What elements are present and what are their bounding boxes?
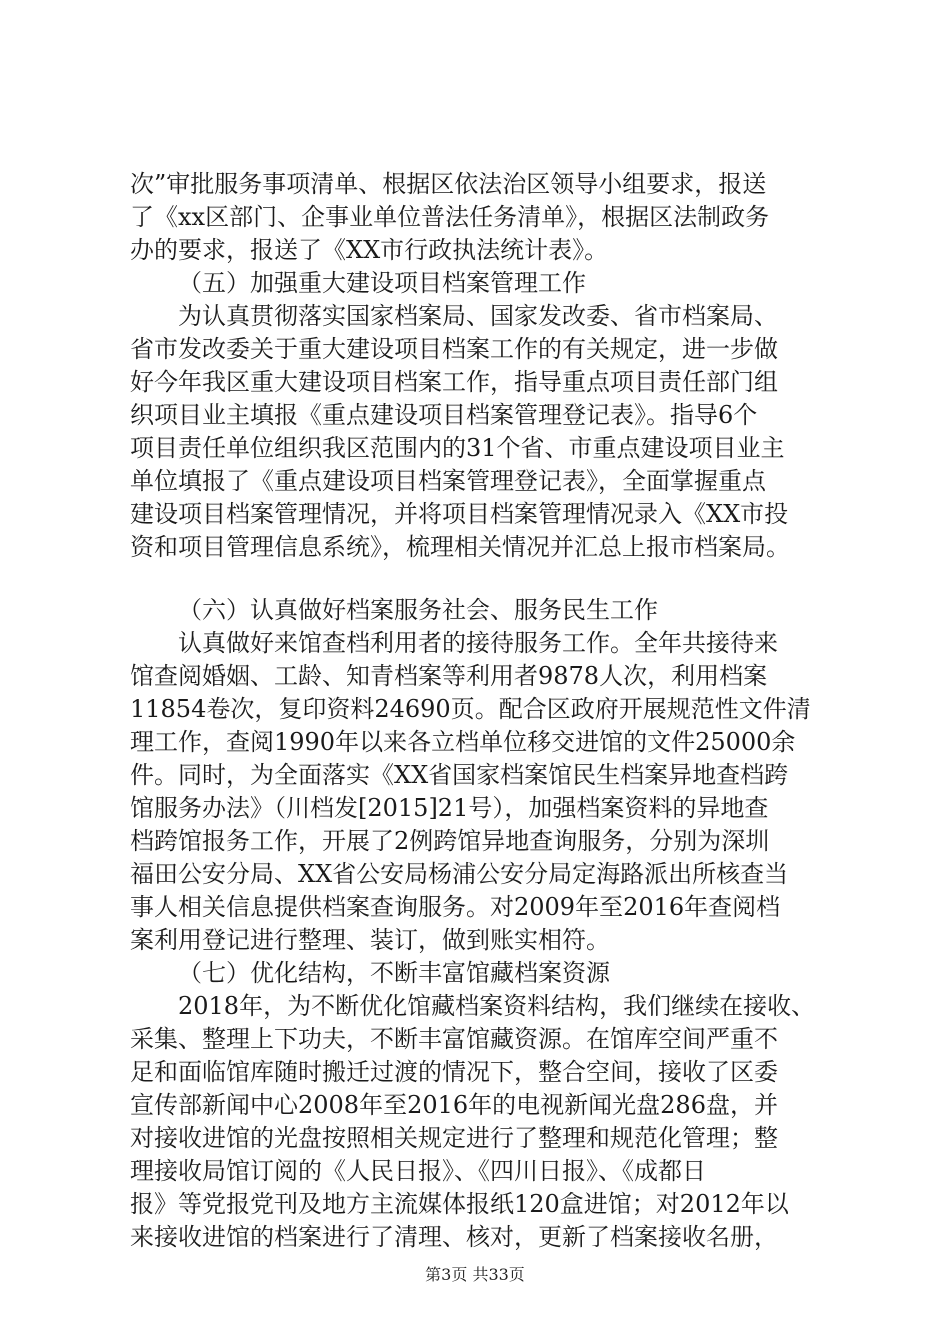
text-line: 资和项目管理信息系统》，梳理相关情况并汇总上报市档案局。 <box>130 533 790 561</box>
paragraph-first-line: 认真做好来馆查档利用者的接待服务工作。全年共接待来 <box>178 629 778 657</box>
text-line: 织项目业主填报《重点建设项目档案管理登记表》。指导6个 <box>130 401 758 429</box>
page-number-footer: 第3页 共33页 <box>425 1265 525 1284</box>
text-line: 来接收进馆的档案进行了清理、核对，更新了档案接收名册， <box>130 1223 778 1251</box>
text-line: 馆服务办法》（川档发[2015]21号），加强档案资料的异地查 <box>130 794 769 822</box>
text-line: 项目责任单位组织我区范围内的31个省、市重点建设项目业主 <box>130 434 785 462</box>
section-heading-7: （七）优化结构，不断丰富馆藏档案资源 <box>178 959 610 987</box>
text-line: 省市发改委关于重大建设项目档案工作的有关规定，进一步做 <box>130 335 778 363</box>
text-line: 次”审批服务事项清单、根据区依法治区领导小组要求，报送 <box>130 170 767 198</box>
text-line: 福田公安分局、XX省公安局杨浦公安分局定海路派出所核查当 <box>130 860 789 888</box>
text-line: 单位填报了《重点建设项目档案管理登记表》，全面掌握重点 <box>130 467 766 495</box>
text-line: 了《xx区部门、企事业单位普法任务清单》，根据区法制政务 <box>130 203 770 231</box>
text-line: 办的要求，报送了《XX市行政执法统计表》。 <box>130 236 609 264</box>
text-line: 报》等党报党刊及地方主流媒体报纸120盒进馆；对2012年以 <box>130 1190 789 1218</box>
text-line: 理工作，查阅1990年以来各立档单位移交进馆的文件25000余 <box>130 728 796 756</box>
text-line: 档跨馆报务工作，开展了2例跨馆异地查询服务，分别为深圳 <box>130 827 770 855</box>
text-line: 馆查阅婚姻、工龄、知青档案等利用者9878人次，利用档案 <box>130 662 768 690</box>
text-line: 宣传部新闻中心2008年至2016年的电视新闻光盘286盘，并 <box>130 1091 778 1119</box>
text-line: 件。同时，为全面落实《XX省国家档案馆民生档案异地查档跨 <box>130 761 789 789</box>
paragraph-first-line: 为认真贯彻落实国家档案局、国家发改委、省市档案局、 <box>178 302 778 330</box>
paragraph-first-line: 2018年，为不断优化馆藏档案资料结构，我们继续在接收、 <box>178 992 816 1020</box>
text-line: 足和面临馆库随时搬迁过渡的情况下，整合空间，接收了区委 <box>130 1058 778 1086</box>
text-line: 好今年我区重大建设项目档案工作，指导重点项目责任部门组 <box>130 368 778 396</box>
text-line: 事人相关信息提供档案查询服务。对2009年至2016年查阅档 <box>130 893 781 921</box>
section-heading-5: （五）加强重大建设项目档案管理工作 <box>178 269 586 297</box>
text-line: 11854卷次，复印资料24690页。配合区政府开展规范性文件清 <box>130 695 811 723</box>
text-line: 建设项目档案管理情况，并将项目档案管理情况录入《XX市投 <box>130 500 789 528</box>
text-line: 理接收局馆订阅的《人民日报》、《四川日报》、《成都日 <box>130 1157 706 1185</box>
text-line: 案利用登记进行整理、装订，做到账实相符。 <box>130 926 610 954</box>
text-line: 对接收进馆的光盘按照相关规定进行了整理和规范化管理；整 <box>130 1124 778 1152</box>
section-heading-6: （六）认真做好档案服务社会、服务民生工作 <box>178 596 658 624</box>
text-line: 采集、整理上下功夫，不断丰富馆藏资源。在馆库空间严重不 <box>130 1025 778 1053</box>
